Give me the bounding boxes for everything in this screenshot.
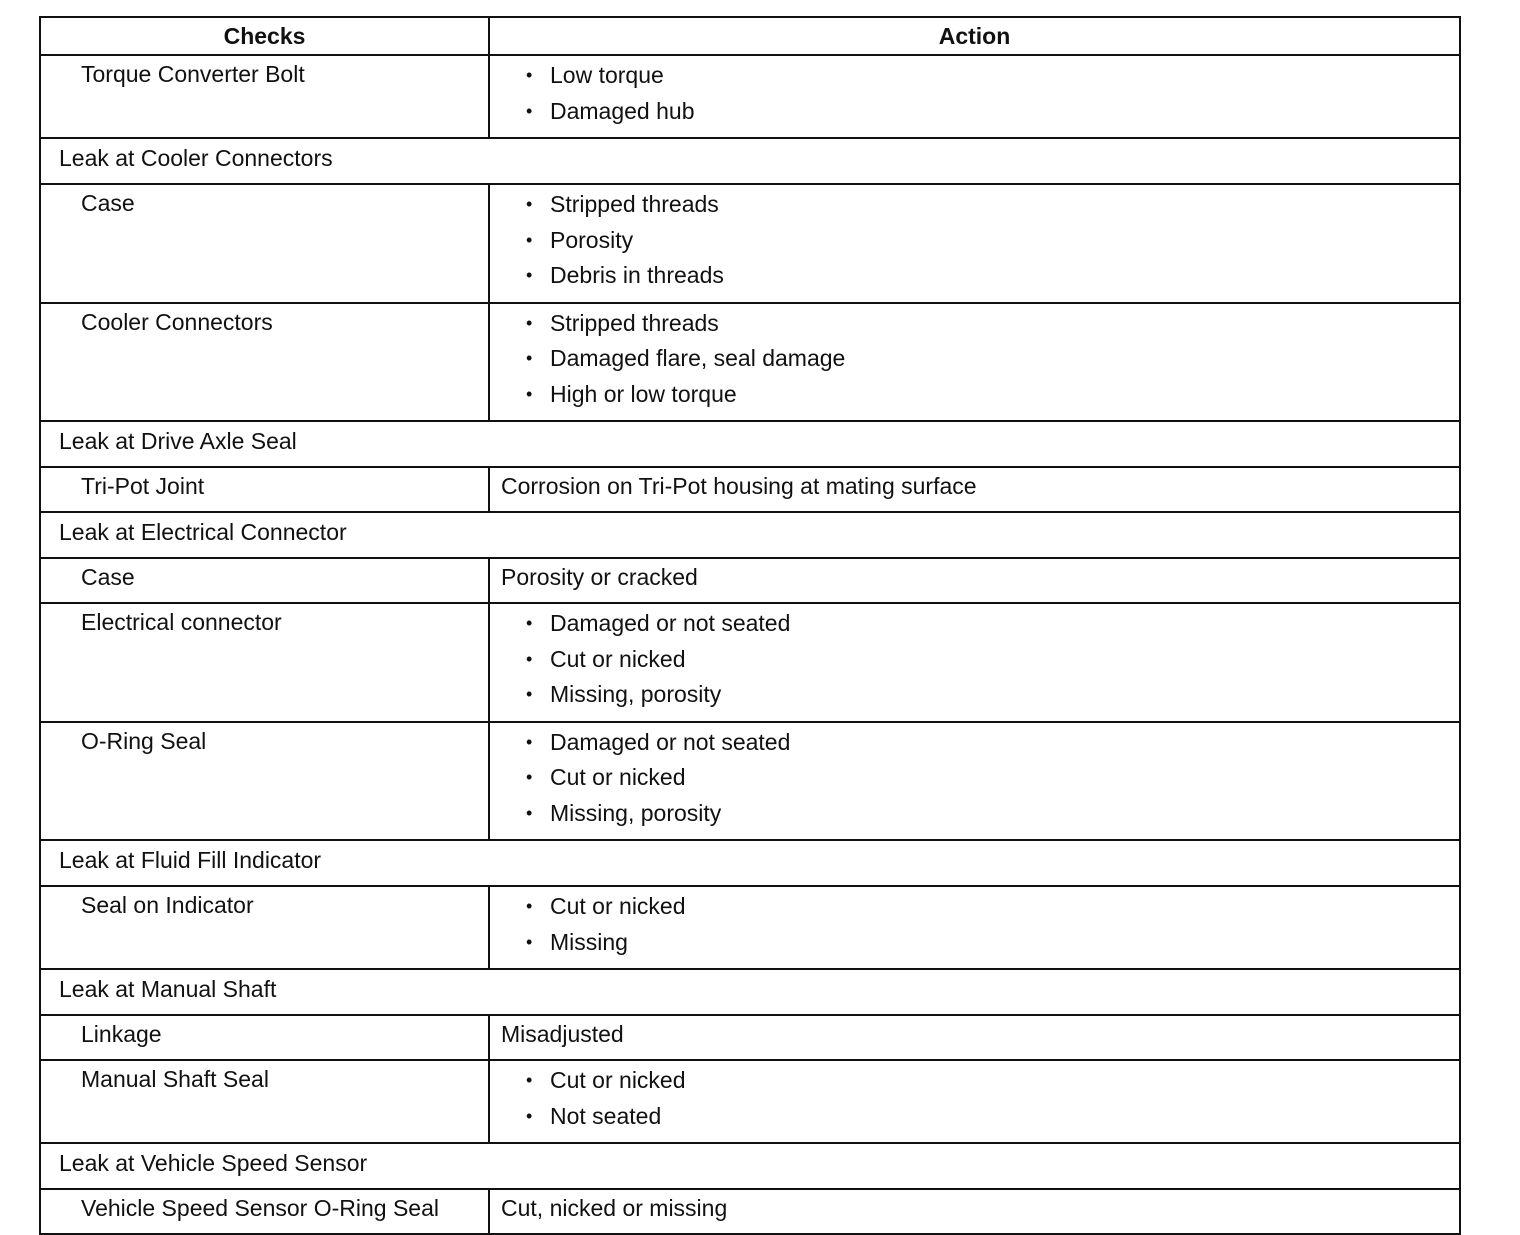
action-cell <box>489 886 1460 969</box>
action-list-item: • Debris in threads <box>526 262 1459 298</box>
section-heading: Leak at Drive Axle Seal <box>40 421 1460 467</box>
action-list <box>490 185 1459 302</box>
action-cell: Cut, nicked or missing <box>489 1189 1460 1234</box>
action-list <box>490 604 1459 721</box>
table-row <box>40 303 1460 422</box>
action-list <box>490 304 1459 421</box>
check-cell: Case <box>40 558 489 603</box>
action-cell <box>489 55 1460 138</box>
action-cell: Corrosion on Tri-Pot housing at mating surface <box>489 467 1460 512</box>
check-cell: Torque Converter Bolt <box>40 55 489 138</box>
section-heading: Leak at Fluid Fill Indicator <box>40 840 1460 886</box>
check-cell: Seal on Indicator <box>40 886 489 969</box>
checks-action-table <box>39 16 1461 1235</box>
check-cell: Manual Shaft Seal <box>40 1060 489 1143</box>
action-cell <box>489 303 1460 422</box>
check-cell: Case <box>40 184 489 303</box>
action-list-item: • Cut or nicked <box>526 646 1459 682</box>
section-heading: Leak at Cooler Connectors <box>40 138 1460 184</box>
action-list-item: • Cut or nicked <box>526 1067 1459 1103</box>
action-list-item: • Cut or nicked <box>526 893 1459 929</box>
section-row <box>40 840 1460 886</box>
section-row <box>40 512 1460 558</box>
table-row <box>40 467 1460 512</box>
table-row <box>40 558 1460 603</box>
table-row <box>40 1189 1460 1234</box>
action-list-item: • Cut or nicked <box>526 764 1459 800</box>
action-list-item: • Stripped threads <box>526 191 1459 227</box>
action-list <box>490 1061 1459 1142</box>
section-row <box>40 138 1460 184</box>
action-cell <box>489 603 1460 722</box>
check-cell: Electrical connector <box>40 603 489 722</box>
table-row <box>40 1060 1460 1143</box>
action-list <box>490 56 1459 137</box>
action-cell <box>489 184 1460 303</box>
action-list-item: • Low torque <box>526 62 1459 98</box>
table-row <box>40 722 1460 841</box>
check-cell: Cooler Connectors <box>40 303 489 422</box>
action-list-item: • Damaged hub <box>526 98 1459 134</box>
table-row <box>40 1015 1460 1060</box>
check-cell: Tri-Pot Joint <box>40 467 489 512</box>
action-list-item: • Missing, porosity <box>526 800 1459 836</box>
check-cell: Linkage <box>40 1015 489 1060</box>
table-row <box>40 184 1460 303</box>
table-row <box>40 886 1460 969</box>
action-list-item: • Not seated <box>526 1103 1459 1139</box>
table-body <box>40 55 1460 1234</box>
action-list-item: • Porosity <box>526 227 1459 263</box>
action-cell: Misadjusted <box>489 1015 1460 1060</box>
action-list-item: • High or low torque <box>526 381 1459 417</box>
action-column-header: Action <box>489 17 1460 55</box>
action-cell <box>489 1060 1460 1143</box>
table-row <box>40 603 1460 722</box>
action-cell: Porosity or cracked <box>489 558 1460 603</box>
table-header-row <box>40 17 1460 55</box>
action-list-item: • Damaged or not seated <box>526 729 1459 765</box>
section-row <box>40 1143 1460 1189</box>
action-list-item: • Stripped threads <box>526 310 1459 346</box>
check-cell: O-Ring Seal <box>40 722 489 841</box>
section-heading: Leak at Manual Shaft <box>40 969 1460 1015</box>
check-cell: Vehicle Speed Sensor O-Ring Seal <box>40 1189 489 1234</box>
section-heading: Leak at Electrical Connector <box>40 512 1460 558</box>
checks-column-header: Checks <box>40 17 489 55</box>
action-list-item: • Damaged or not seated <box>526 610 1459 646</box>
action-list-item: • Damaged flare, seal damage <box>526 345 1459 381</box>
action-cell <box>489 722 1460 841</box>
table-row <box>40 55 1460 138</box>
section-heading: Leak at Vehicle Speed Sensor <box>40 1143 1460 1189</box>
action-list-item: • Missing <box>526 929 1459 965</box>
section-row <box>40 969 1460 1015</box>
section-row <box>40 421 1460 467</box>
action-list-item: • Missing, porosity <box>526 681 1459 717</box>
action-list <box>490 887 1459 968</box>
action-list <box>490 723 1459 840</box>
